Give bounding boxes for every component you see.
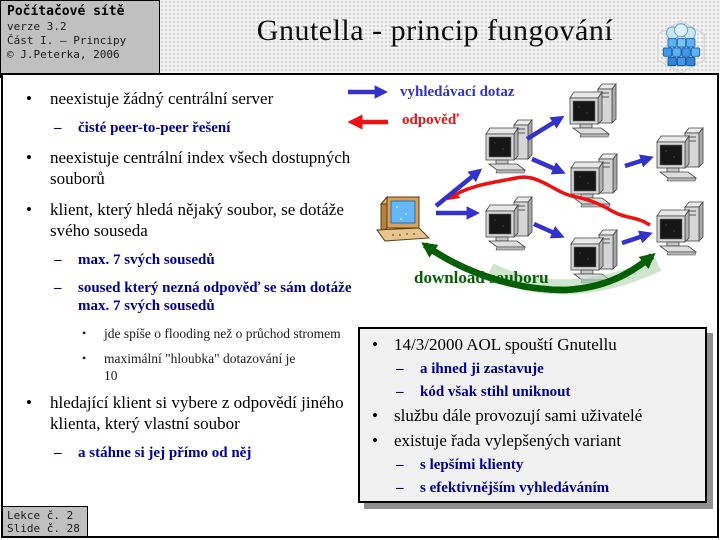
bullet-item — [362, 335, 703, 355]
bullet-item — [362, 456, 703, 474]
bullet-marker: – — [396, 480, 404, 496]
bullet-item — [14, 88, 358, 109]
bullet-text: maximální "hloubka" dotazování je 10 — [104, 351, 296, 383]
bullet-text: čisté peer-to-peer řešení — [78, 120, 231, 136]
gnutella-logo-icon — [652, 20, 710, 74]
bullet-item — [362, 406, 703, 426]
course-copyright: © J.Peterka, 2006 — [7, 48, 120, 61]
bullet-marker: – — [396, 457, 404, 473]
bullet-marker: • — [26, 148, 32, 167]
bullet-text: službu dále provozují sami uživatelé — [394, 406, 643, 425]
bullet-item — [362, 431, 703, 451]
bullet-item — [14, 350, 358, 384]
bullet-marker: • — [26, 393, 32, 412]
desktop-computer-icon — [486, 197, 532, 250]
desktop-computer-icon — [657, 128, 703, 181]
bullet-marker: • — [372, 406, 378, 425]
bullet-text: kód však stihl uniknout — [420, 384, 571, 400]
bullet-text: existuje řada vylepšených variant — [394, 431, 622, 450]
bullet-text: hledající klient si vybere z odpovědí jiného klienta, který vlastní soubor — [50, 393, 344, 433]
course-part: Část I. – Principy — [7, 34, 127, 47]
query-arrow — [622, 234, 649, 243]
bullet-marker: – — [54, 120, 62, 136]
info-box — [358, 327, 707, 503]
bullet-item — [14, 251, 358, 269]
bullet-text: neexistuje centrální index všech dostupných souborů — [50, 148, 351, 188]
bullet-marker: • — [372, 335, 378, 354]
bullet-item — [14, 119, 358, 137]
desktop-computer-icon — [570, 84, 616, 137]
bullet-text: a stáhne si jej přímo od něj — [78, 445, 252, 461]
client-computer-icon — [377, 197, 429, 241]
bullet-item — [14, 279, 358, 315]
footer-slide-number: Slide č. 28 — [7, 522, 80, 535]
bullet-item — [14, 444, 358, 462]
bullet-item — [14, 325, 358, 342]
bullet-marker: – — [54, 445, 62, 461]
bullet-text: soused který nezná odpověď se sám dotáže max. 7 svých sousedů — [78, 280, 352, 314]
bullet-marker: • — [26, 200, 32, 219]
legend-response-label: odpověď — [402, 112, 459, 128]
bullet-item — [362, 360, 703, 378]
footer-box — [2, 506, 88, 537]
desktop-computer-icon — [486, 120, 532, 173]
response-arrow — [450, 177, 650, 225]
bullet-marker: – — [396, 361, 404, 377]
bullet-text: jde spíše o flooding než o průchod stromem — [104, 326, 341, 341]
query-arrow — [534, 224, 561, 236]
bullet-marker: • — [82, 326, 87, 340]
bullet-marker: • — [372, 431, 378, 450]
page-title: Gnutella - princip fungování — [256, 14, 614, 47]
course-title: Počítačové sítě — [7, 4, 125, 19]
course-version: verze 3.2 — [7, 20, 67, 33]
bullet-list — [14, 88, 358, 472]
bullet-text: klient, který hledá nějaký soubor, se dotáže svého souseda — [50, 200, 344, 240]
query-arrow — [625, 158, 650, 166]
query-arrow — [532, 159, 562, 172]
bullet-text: max. 7 svých sousedů — [78, 252, 215, 268]
desktop-computer-icon — [657, 202, 703, 255]
gnutella-cubes-icon — [652, 20, 710, 74]
legend-query-label: vyhledávací dotaz — [400, 84, 515, 100]
bullet-marker: • — [82, 351, 87, 365]
bullet-text: neexistuje žádný centrální server — [50, 89, 274, 108]
bullet-marker: – — [396, 384, 404, 400]
bullet-text: 14/3/2000 AOL spouští Gnutellu — [394, 335, 617, 354]
bullet-item — [14, 147, 358, 189]
footer-lesson: Lekce č. 2 — [7, 509, 74, 522]
bullet-text: s lepšími klienty — [420, 457, 524, 473]
bullet-item — [14, 392, 358, 434]
bullet-marker: – — [54, 252, 62, 268]
download-label: download souboru — [414, 268, 549, 287]
bullet-marker: – — [54, 280, 62, 296]
bullet-item — [362, 479, 703, 497]
course-info-box — [0, 0, 160, 78]
bullet-text: s efektivnějším vyhledáváním — [420, 480, 610, 496]
bullet-item — [14, 199, 358, 241]
bullet-text: a ihned ji zastavuje — [420, 361, 544, 377]
bullet-marker: • — [26, 89, 32, 108]
bullet-item — [362, 383, 703, 401]
